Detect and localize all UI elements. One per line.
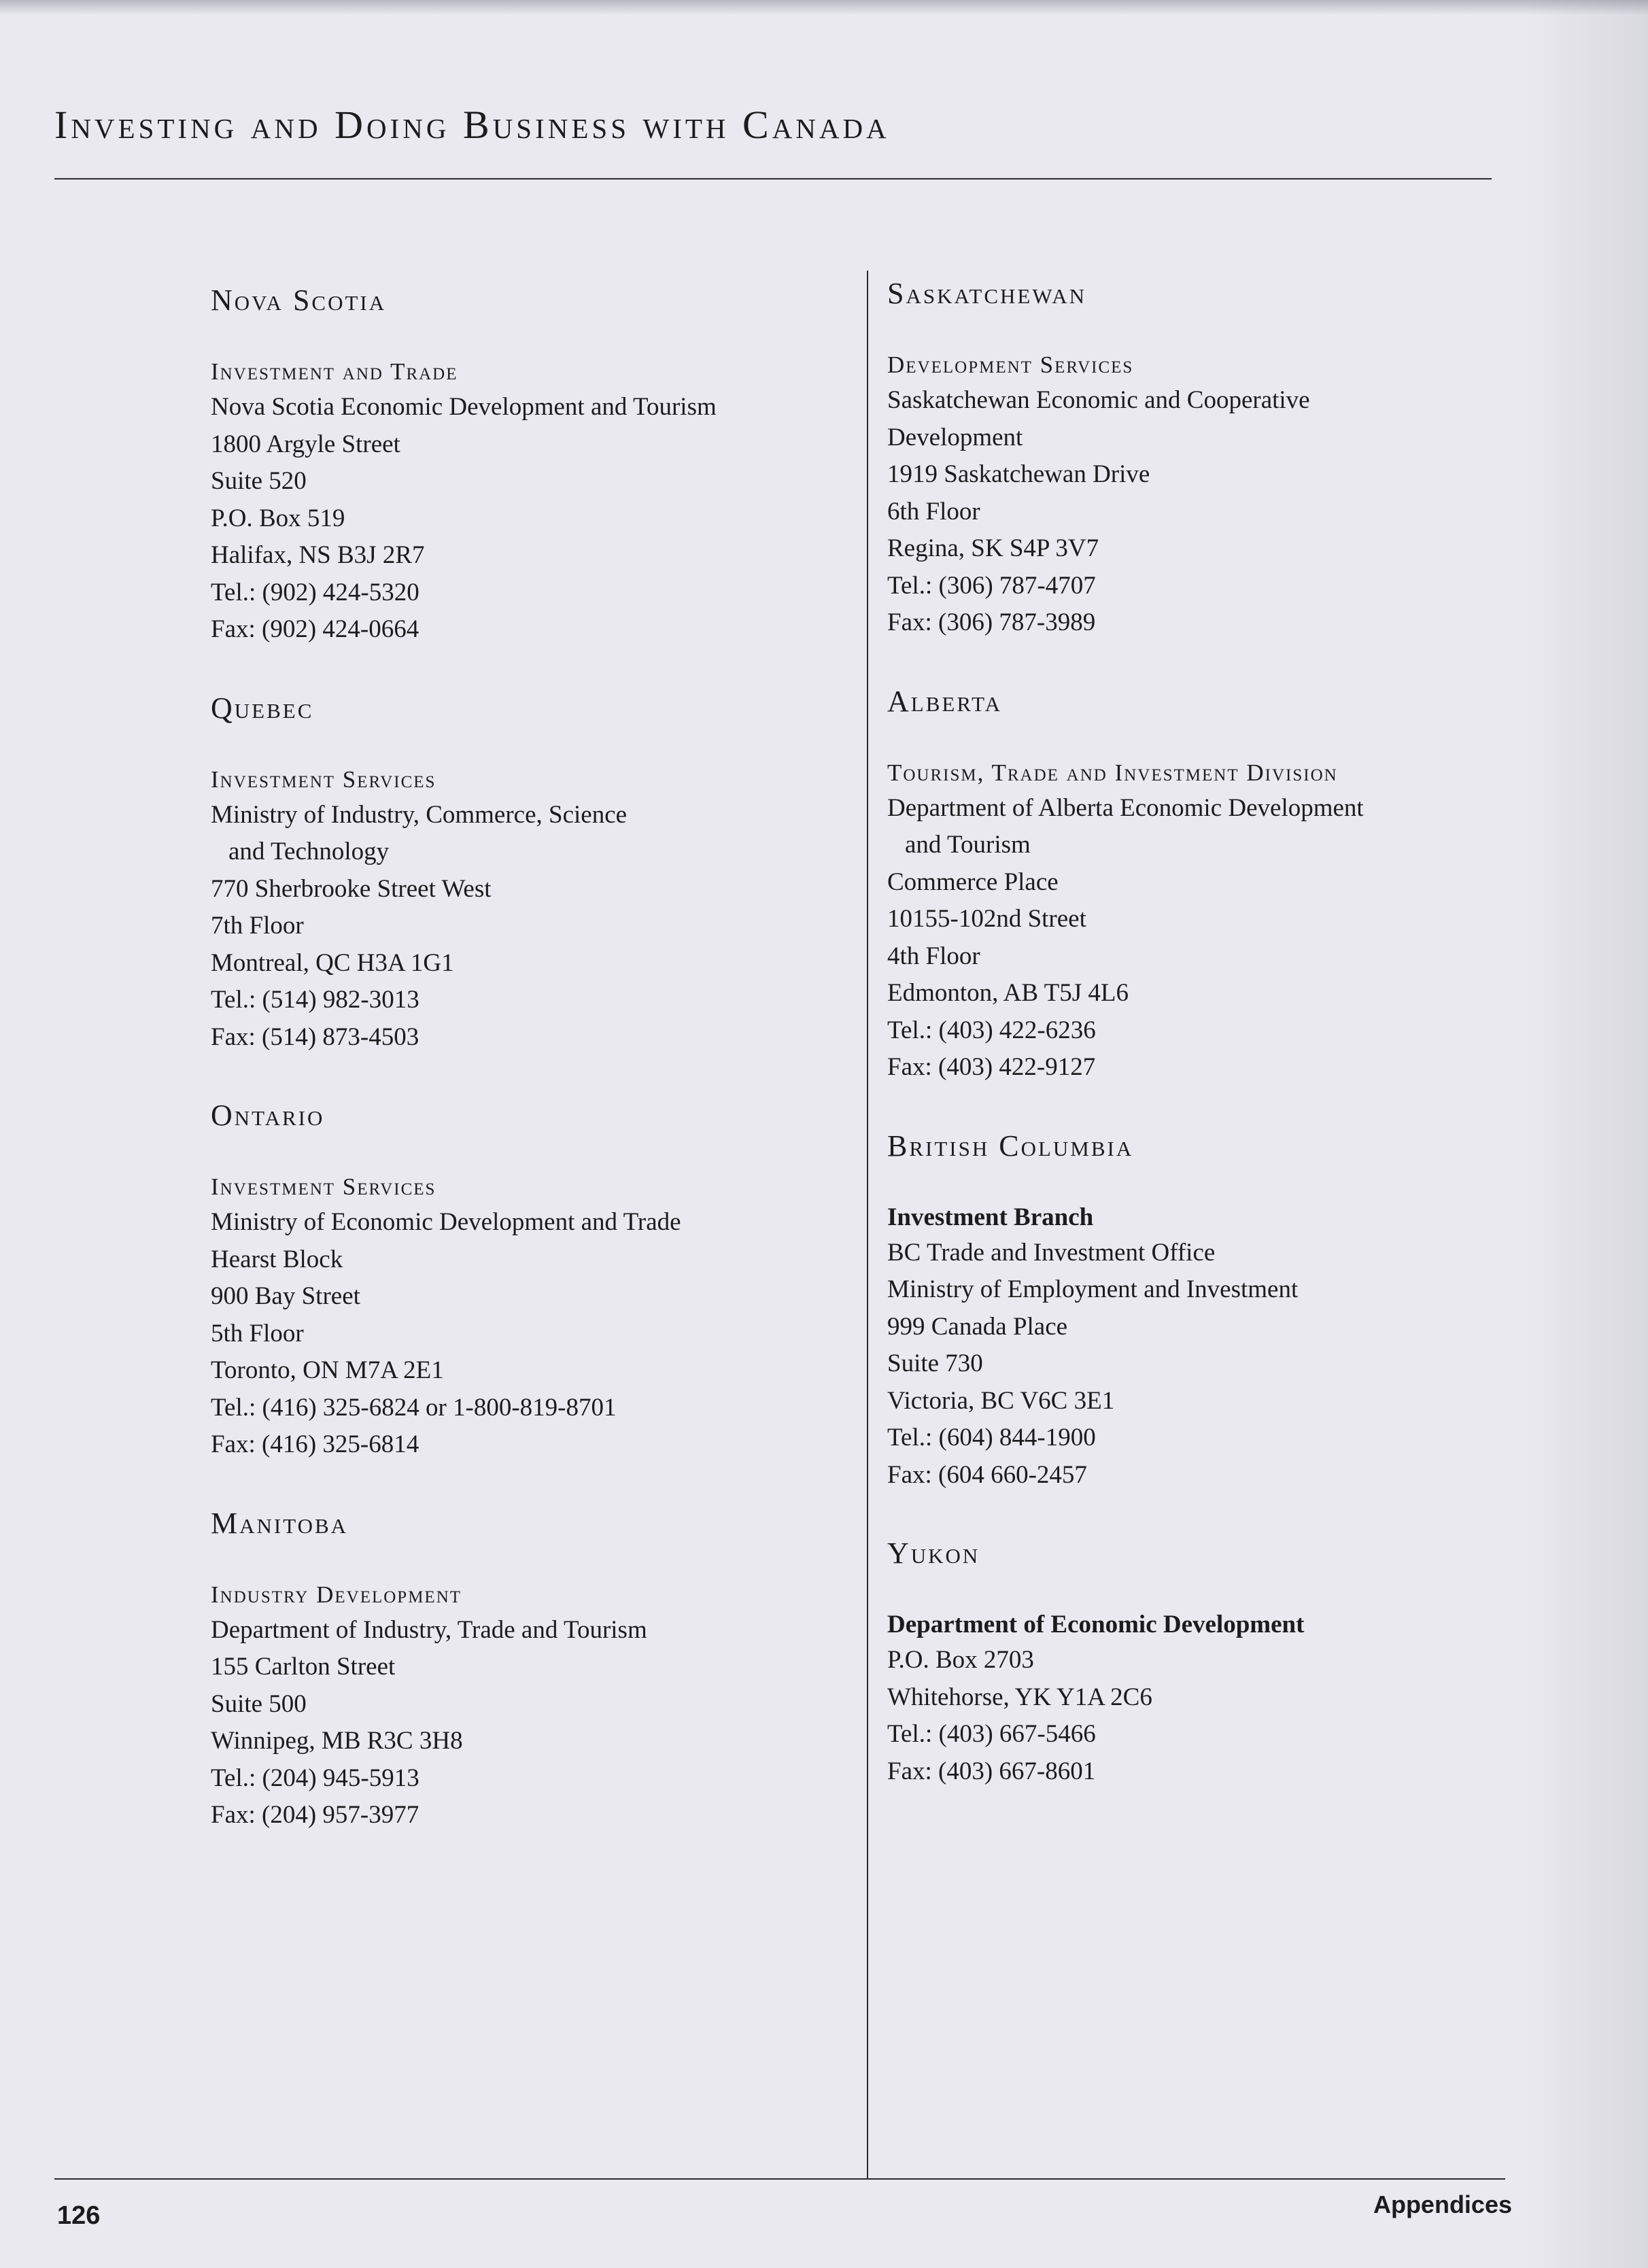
province-name: Yukon [887, 1536, 980, 1570]
office-label: Department of Economic Development [887, 1611, 1305, 1638]
address-line: Suite 500 [211, 1689, 307, 1718]
address-line: 155 Carlton Street [211, 1653, 396, 1681]
address-line: Suite 730 [887, 1350, 983, 1377]
fax-line: Fax: (403) 667-8601 [887, 1757, 1096, 1785]
address-line: 6th Floor [887, 497, 980, 526]
province-alberta [887, 680, 1540, 1086]
address-line: 10155-102nd Street [887, 905, 1086, 933]
province-name: Quebec [211, 691, 314, 725]
fax-line: Fax: (204) 957-3977 [211, 1801, 419, 1829]
office-label: Investment Services [211, 1173, 436, 1200]
address-line: Toronto, ON M7A 2E1 [211, 1356, 444, 1384]
province-name: Alberta [887, 684, 1002, 718]
address-line: and Technology [228, 838, 390, 865]
office-label: Industry Development [211, 1581, 462, 1608]
left-column [211, 279, 863, 1872]
phone-line: Tel.: (902) 424-5320 [211, 578, 419, 606]
office-label: Investment Services [211, 766, 436, 793]
province-name: Manitoba [211, 1506, 349, 1540]
address-line: Suite 520 [211, 467, 307, 495]
address-line: 1800 Argyle Street [211, 430, 400, 458]
address-line: 770 Sherbrooke Street West [211, 874, 492, 903]
phone-line: Tel.: (604) 844-1900 [887, 1424, 1096, 1451]
address-line: Saskatchewan Economic and Cooperative [887, 386, 1310, 414]
address-line: P.O. Box 519 [211, 504, 345, 532]
right-column [887, 272, 1540, 1828]
province-name: Nova Scotia [211, 284, 387, 317]
fax-line: Fax: (604 660-2457 [887, 1460, 1087, 1489]
address-line: 5th Floor [211, 1319, 304, 1347]
address-line: Edmonton, AB T5J 4L6 [887, 979, 1129, 1007]
province-nova-scotia [211, 279, 863, 649]
address-line: Ministry of Employment and Investment [887, 1275, 1299, 1303]
page-title: Investing and Doing Business with Canada [54, 103, 890, 147]
phone-line: Tel.: (306) 787-4707 [887, 571, 1096, 600]
page-binding-shade [1526, 0, 1648, 2268]
column-divider [867, 271, 868, 2178]
address-line: Whitehorse, YK Y1A 2C6 [887, 1683, 1152, 1711]
phone-line: Tel.: (403) 422-6236 [887, 1016, 1096, 1044]
fax-line: Fax: (514) 873-4503 [211, 1023, 419, 1051]
office-label: Investment Branch [887, 1203, 1094, 1231]
page-number: 126 [57, 2201, 101, 2230]
address-line: Montreal, QC H3A 1G1 [211, 948, 454, 977]
province-manitoba [211, 1502, 863, 1834]
address-line: 900 Bay Street [211, 1282, 360, 1310]
address-line: Halifax, NS B3J 2R7 [211, 541, 425, 569]
page-top-edge [0, 0, 1648, 15]
province-quebec [211, 687, 863, 1056]
province-name: Saskatchewan [887, 277, 1086, 310]
province-ontario [211, 1094, 863, 1464]
footer-section-label: Appendices [1373, 2190, 1512, 2218]
phone-line: Tel.: (204) 945-5913 [211, 1764, 419, 1792]
province-name: Ontario [211, 1099, 325, 1132]
address-line: and Tourism [905, 831, 1031, 859]
footer-rule [54, 2178, 1505, 2180]
phone-line: Tel.: (416) 325-6824 or 1-800-819-8701 [211, 1393, 617, 1422]
address-line: 4th Floor [887, 942, 980, 970]
address-line: Regina, SK S4P 3V7 [887, 534, 1099, 562]
province-name: British Columbia [887, 1129, 1134, 1163]
address-line: Department of Alberta Economic Development [887, 793, 1364, 822]
office-label: Development Services [887, 351, 1134, 378]
address-line: Ministry of Industry, Commerce, Science [211, 800, 628, 829]
address-line: Commerce Place [887, 867, 1059, 896]
header-rule [54, 178, 1492, 179]
address-line: BC Trade and Investment Office [887, 1238, 1216, 1267]
address-line: Victoria, BC V6C 3E1 [887, 1386, 1115, 1415]
address-line: 1919 Saskatchewan Drive [887, 460, 1150, 488]
phone-line: Tel.: (403) 667-5466 [887, 1720, 1096, 1748]
phone-line: Tel.: (514) 982-3013 [211, 986, 419, 1014]
fax-line: Fax: (902) 424-0664 [211, 615, 419, 643]
address-line: Winnipeg, MB R3C 3H8 [211, 1727, 463, 1755]
province-saskatchewan [887, 272, 1540, 642]
address-line: 999 Canada Place [887, 1312, 1068, 1341]
office-label: Tourism, Trade and Investment Division [887, 759, 1338, 786]
fax-line: Fax: (403) 422-9127 [887, 1053, 1096, 1081]
province-british-columbia [887, 1124, 1540, 1494]
office-label: Investment and Trade [211, 358, 458, 385]
address-line: Department of Industry, Trade and Tourism [211, 1615, 647, 1644]
province-yukon [887, 1532, 1540, 1790]
fax-line: Fax: (416) 325-6814 [211, 1430, 419, 1458]
address-line: 7th Floor [211, 912, 304, 940]
fax-line: Fax: (306) 787-3989 [887, 608, 1096, 636]
address-line: Nova Scotia Economic Development and Tourism [211, 393, 717, 421]
address-line: Hearst Block [211, 1245, 343, 1273]
address-line: Ministry of Economic Development and Trade [211, 1208, 681, 1236]
address-line: P.O. Box 2703 [887, 1646, 1034, 1674]
address-line: Development [887, 423, 1023, 451]
